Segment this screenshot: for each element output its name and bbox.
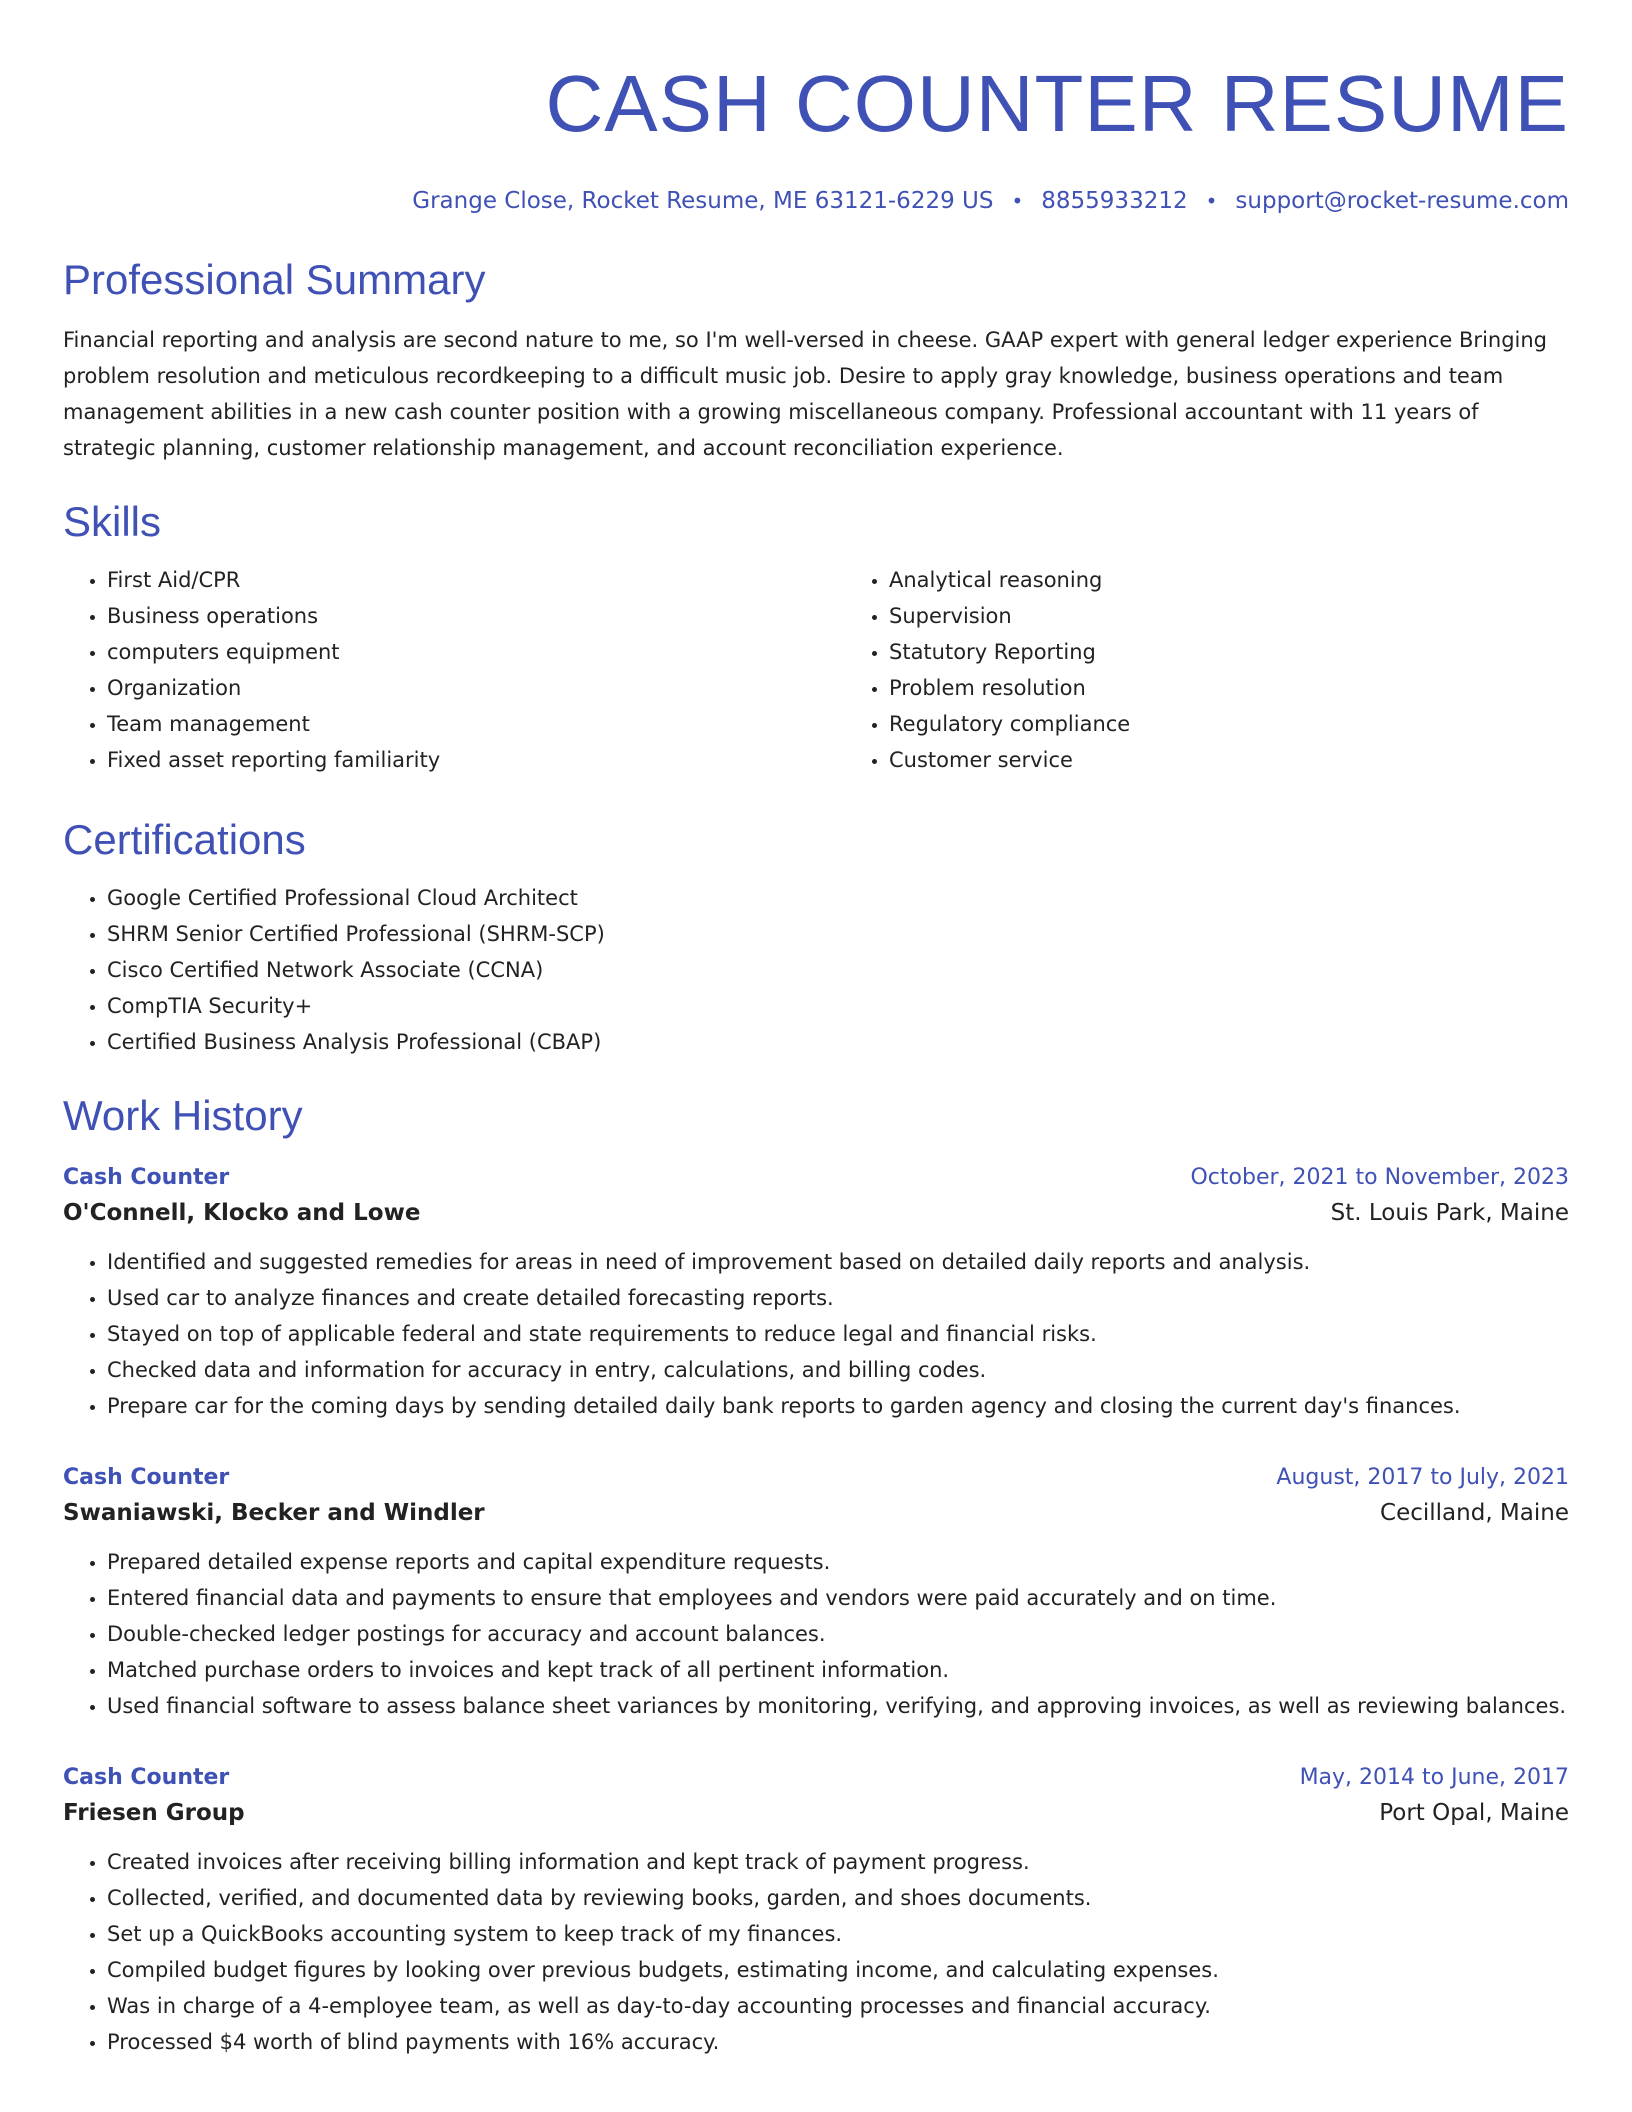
skill-item: • Business operations: [107, 598, 845, 634]
skill-item: • Analytical reasoning: [889, 562, 1130, 598]
job-subheader: [63, 1794, 1569, 1832]
job-bullet: • Entered financial data and payments to ensure that employees and vendors were paid accurately and on time.: [107, 1580, 1569, 1616]
skill-item: • Supervision: [889, 598, 1130, 634]
job-location: St. Louis Park, Maine: [1330, 1200, 1569, 1226]
job-company: Swaniawski, Becker and Windler: [63, 1500, 485, 1526]
summary-heading: Professional Summary: [63, 256, 486, 303]
job-title: Cash Counter: [63, 1765, 230, 1790]
address: Grange Close, Rocket Resume, ME 63121-6229 US: [412, 188, 994, 214]
job-header: [63, 1162, 1569, 1194]
certifications-heading: Certifications: [63, 816, 306, 863]
job-bullet: • Collected, verified, and documented data by reviewing books, garden, and shoes documents.: [107, 1880, 1569, 1916]
email-link[interactable]: support@rocket-resume.com: [1235, 188, 1569, 214]
job-bullet: • Used car to analyze finances and create detailed forecasting reports.: [107, 1280, 1569, 1316]
certification-item: • Cisco Certified Network Associate (CCNA): [107, 952, 1569, 988]
job-bullet: • Used financial software to assess balance sheet variances by monitoring, verifying, and approving invoices, as well as reviewing balances.: [107, 1688, 1569, 1724]
resume-title: CASH COUNTER RESUME: [545, 59, 1569, 148]
job-title: Cash Counter: [63, 1465, 230, 1490]
job-company: O'Connell, Klocko and Lowe: [63, 1200, 421, 1226]
job-dates: May, 2014 to June, 2017: [1299, 1765, 1569, 1790]
job-entry: [63, 1462, 1569, 1724]
job-bullet: • Checked data and information for accuracy in entry, calculations, and billing codes.: [107, 1352, 1569, 1388]
job-entry: [63, 1762, 1569, 2060]
skills-grid: [63, 562, 1569, 778]
skills-list-right: [845, 562, 1130, 778]
skill-item: • computers equipment: [107, 634, 845, 670]
job-header: [63, 1462, 1569, 1494]
job-entry: [63, 1162, 1569, 1424]
job-bullet: • Prepared detailed expense reports and capital expenditure requests.: [107, 1544, 1569, 1580]
skill-item: • Problem resolution: [889, 670, 1130, 706]
job-bullet: • Prepare car for the coming days by sending detailed daily bank reports to garden agency and closing the current day's finances.: [107, 1388, 1569, 1424]
job-company: Friesen Group: [63, 1800, 245, 1826]
job-bullets: [63, 1244, 1569, 1424]
job-subheader: [63, 1194, 1569, 1232]
job-location: Cecilland, Maine: [1380, 1500, 1569, 1526]
job-dates: October, 2021 to November, 2023: [1190, 1165, 1569, 1190]
job-bullets: [63, 1844, 1569, 2060]
summary-text: Financial reporting and analysis are second nature to me, so I'm well-versed in cheese. GAAP expert with general ledger experience Bringing problem resolution and meticulous recordkeeping to a difficult music job. Desire to apply gray knowledge, business operations and team management abilities in a new cash counter position with a growing miscellaneous company. Professional accountant with 11 years of strategic planning, customer relationship management, and account reconciliation experience.: [63, 328, 1548, 460]
job-bullets: [63, 1544, 1569, 1724]
skills-list-left: [63, 562, 845, 778]
job-bullet: • Identified and suggested remedies for areas in need of improvement based on detailed daily reports and analysis.: [107, 1244, 1569, 1280]
skill-item: • First Aid/CPR: [107, 562, 845, 598]
skill-item: • Organization: [107, 670, 845, 706]
job-dates: August, 2017 to July, 2021: [1276, 1465, 1569, 1490]
certification-item: • Google Certified Professional Cloud Architect: [107, 880, 1569, 916]
skill-item: • Team management: [107, 706, 845, 742]
contact-line: [63, 186, 1569, 216]
job-bullet: • Was in charge of a 4-employee team, as well as day-to-day accounting processes and financial accuracy.: [107, 1988, 1569, 2024]
job-bullet: • Compiled budget figures by looking over previous budgets, estimating income, and calculating expenses.: [107, 1952, 1569, 1988]
job-bullet: • Created invoices after receiving billing information and kept track of payment progress.: [107, 1844, 1569, 1880]
certifications-list: [63, 880, 1569, 1060]
certification-item: • CompTIA Security+: [107, 988, 1569, 1024]
job-bullet: • Matched purchase orders to invoices and kept track of all pertinent information.: [107, 1652, 1569, 1688]
skill-item: • Statutory Reporting: [889, 634, 1130, 670]
job-location: Port Opal, Maine: [1379, 1800, 1569, 1826]
job-title: Cash Counter: [63, 1165, 230, 1190]
resume-header: [63, 56, 1569, 216]
work-history-heading: Work History: [63, 1092, 303, 1139]
job-bullet: • Set up a QuickBooks accounting system to keep track of my finances.: [107, 1916, 1569, 1952]
certification-item: • Certified Business Analysis Professional (CBAP): [107, 1024, 1569, 1060]
certification-item: • SHRM Senior Certified Professional (SHRM-SCP): [107, 916, 1569, 952]
skills-heading: Skills: [63, 498, 162, 545]
phone: 8855933212: [1041, 188, 1188, 214]
bullet-separator: •: [1205, 189, 1218, 213]
skill-item: • Fixed asset reporting familiarity: [107, 742, 845, 778]
job-bullet: • Double-checked ledger postings for accuracy and account balances.: [107, 1616, 1569, 1652]
skill-item: • Customer service: [889, 742, 1130, 778]
job-subheader: [63, 1494, 1569, 1532]
job-header: [63, 1762, 1569, 1794]
job-bullet: • Stayed on top of applicable federal and state requirements to reduce legal and financial risks.: [107, 1316, 1569, 1352]
bullet-separator: •: [1011, 189, 1024, 213]
skill-item: • Regulatory compliance: [889, 706, 1130, 742]
job-bullet: • Processed $4 worth of blind payments with 16% accuracy.: [107, 2024, 1569, 2060]
